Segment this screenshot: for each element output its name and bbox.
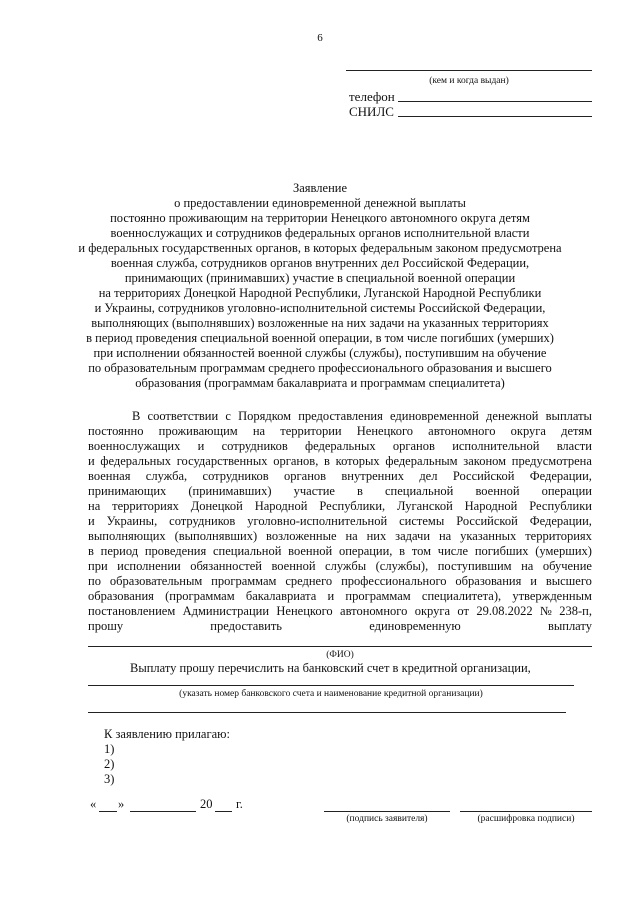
fio-caption: (ФИО) bbox=[326, 650, 354, 660]
body-word: системы bbox=[399, 514, 445, 528]
body-word: и bbox=[530, 574, 537, 588]
body-word: (программам bbox=[165, 589, 235, 603]
body-word: службы bbox=[325, 559, 367, 573]
body-word: детям bbox=[561, 424, 592, 438]
phone-label: телефон bbox=[349, 89, 395, 104]
body-paragraph bbox=[88, 409, 592, 634]
body-word: единовременной bbox=[390, 409, 479, 423]
body-word: программам bbox=[345, 589, 411, 603]
body-word: Порядком bbox=[238, 409, 292, 423]
body-word: утвержденным bbox=[512, 589, 592, 603]
body-word: профессионального bbox=[341, 574, 447, 588]
body-line bbox=[88, 604, 592, 619]
body-word: законом bbox=[463, 454, 507, 468]
date-open-quote: « bbox=[90, 797, 97, 811]
body-word: Ненецкого bbox=[276, 604, 333, 618]
body-word: предоставить bbox=[210, 619, 283, 633]
title-line: о предоставлении единовременной денежной выплаты bbox=[174, 196, 466, 210]
body-word: 29.08.2022 bbox=[476, 604, 533, 618]
attachment-item-1: 1) bbox=[104, 742, 115, 756]
body-word: Администрации bbox=[182, 604, 270, 618]
title-line: военнослужащих и сотрудников федеральных органов исполнительной власти bbox=[110, 226, 530, 240]
page-number: 6 bbox=[317, 32, 323, 44]
body-word: них bbox=[366, 529, 387, 543]
body-word: и bbox=[88, 454, 95, 468]
body-line bbox=[88, 619, 592, 634]
body-word: операции bbox=[541, 484, 592, 498]
date-year-prefix: 20 bbox=[200, 797, 213, 811]
body-word: Луганской bbox=[397, 499, 453, 513]
body-line bbox=[88, 424, 592, 439]
bank-field-line-2[interactable] bbox=[88, 712, 566, 713]
title-line: постоянно проживающим на территории Ненецкого автономного округа детям bbox=[110, 211, 530, 225]
body-line bbox=[88, 559, 592, 574]
body-word: образования bbox=[455, 574, 522, 588]
body-word: округа bbox=[510, 424, 546, 438]
body-line bbox=[88, 514, 592, 529]
body-word: предусмотрена bbox=[511, 454, 592, 468]
body-word: и bbox=[197, 439, 205, 453]
body-line bbox=[88, 499, 592, 514]
body-word: выплаты bbox=[545, 409, 592, 423]
body-word: в bbox=[399, 544, 406, 558]
body-word: проживающим bbox=[158, 424, 238, 438]
body-word: прошу bbox=[88, 619, 124, 633]
body-word: образования bbox=[88, 589, 154, 603]
body-line bbox=[88, 409, 592, 424]
title-line: принимающих (принимавших) участие в специальной военной операции bbox=[124, 271, 516, 285]
bank-sentence: Выплату прошу перечислить на банковский счет в кредитной организации, bbox=[130, 661, 531, 675]
body-word: сотрудников bbox=[169, 514, 236, 528]
body-line bbox=[88, 484, 592, 499]
body-word: Республики bbox=[529, 499, 592, 513]
body-word: Народной bbox=[464, 499, 518, 513]
body-word: от bbox=[457, 604, 469, 618]
date-year-suffix: г. bbox=[236, 797, 243, 811]
body-word: В bbox=[132, 409, 141, 423]
body-word: погибших bbox=[474, 544, 529, 558]
body-word: дел bbox=[419, 469, 438, 483]
body-word: власти bbox=[556, 439, 592, 453]
document-title bbox=[0, 181, 640, 391]
body-word: постоянно bbox=[88, 424, 144, 438]
signature-decoding-line[interactable] bbox=[460, 811, 592, 812]
body-word: высшего bbox=[545, 574, 592, 588]
body-line bbox=[88, 574, 592, 589]
body-word: внутренних bbox=[341, 469, 404, 483]
body-word: специалитета), bbox=[421, 589, 502, 603]
attachments-heading: К заявлению прилагаю: bbox=[104, 727, 230, 741]
title-line: на территориях Донецкой Народной Республики, Луганской Народной Республики bbox=[98, 286, 542, 300]
title-line: при исполнении обязанностей военной службы (службы), поступившим на обучение bbox=[93, 346, 547, 360]
body-line bbox=[88, 469, 592, 484]
body-word: (службы), bbox=[375, 559, 429, 573]
attachment-item-3: 3) bbox=[104, 772, 115, 786]
title-line: выполняющих (выполнявших) возложенные на них задачи на указанных территориях bbox=[91, 316, 549, 330]
body-word: федеральных bbox=[305, 439, 376, 453]
body-word: которых bbox=[335, 454, 380, 468]
body-word: сотрудников bbox=[221, 439, 288, 453]
body-word: военной bbox=[288, 544, 333, 558]
body-word: Республики, bbox=[319, 499, 386, 513]
body-word: (умерших) bbox=[535, 544, 592, 558]
body-word: в bbox=[357, 484, 363, 498]
body-word: № bbox=[539, 604, 552, 618]
body-word: на bbox=[438, 529, 452, 543]
signature-caption: (подпись заявителя) bbox=[346, 814, 428, 824]
issued-by-caption: (кем и когда выдан) bbox=[429, 76, 509, 86]
body-word: Народной bbox=[254, 499, 308, 513]
date-month-line[interactable] bbox=[130, 811, 196, 812]
body-word: автономного bbox=[428, 424, 496, 438]
body-word: Донецкой bbox=[190, 499, 243, 513]
body-word: поступившим bbox=[437, 559, 512, 573]
body-word: выплату bbox=[547, 619, 592, 633]
body-word: программам bbox=[211, 574, 277, 588]
body-word: на bbox=[345, 529, 358, 543]
body-word: Федерации, bbox=[529, 469, 592, 483]
body-word: на bbox=[252, 424, 266, 438]
body-word: округа bbox=[414, 604, 451, 618]
body-word: Российской bbox=[452, 469, 515, 483]
body-word: и bbox=[88, 514, 95, 528]
body-word: бакалавриата bbox=[245, 589, 317, 603]
body-word: денежной bbox=[486, 409, 539, 423]
snils-field-line[interactable] bbox=[398, 116, 592, 117]
body-word: выполняющих bbox=[88, 529, 166, 543]
bank-field-line[interactable] bbox=[88, 685, 574, 686]
body-word: военной bbox=[475, 484, 520, 498]
body-word: Федерации, bbox=[529, 514, 592, 528]
date-day-line[interactable] bbox=[99, 811, 117, 812]
body-word: том bbox=[411, 544, 432, 558]
body-word: территориях bbox=[112, 499, 179, 513]
body-word: период bbox=[100, 544, 139, 558]
phone-field-line[interactable] bbox=[398, 101, 592, 102]
fio-field-line[interactable] bbox=[88, 646, 592, 647]
body-line bbox=[88, 589, 592, 604]
bank-caption: (указать номер банковского счета и наименование кредитной организации) bbox=[179, 689, 483, 699]
body-line bbox=[88, 529, 592, 544]
body-word: при bbox=[88, 559, 108, 573]
body-word: исполнительной bbox=[452, 439, 540, 453]
body-word: федеральных bbox=[100, 454, 171, 468]
body-word: (принимавших) bbox=[188, 484, 272, 498]
body-word: уголовно-исполнительной bbox=[247, 514, 388, 528]
body-word: операции, bbox=[338, 544, 393, 558]
body-line bbox=[88, 454, 592, 469]
date-close-quote: » bbox=[118, 797, 125, 811]
title-line: образования (программам бакалавриата и программам специалитета) bbox=[135, 376, 505, 390]
body-word: органов bbox=[284, 469, 327, 483]
body-word: принимающих bbox=[88, 484, 167, 498]
body-word: единовременную bbox=[369, 619, 461, 633]
body-word: Российской bbox=[456, 514, 518, 528]
body-word: Украины, bbox=[106, 514, 158, 528]
body-word: автономного bbox=[340, 604, 408, 618]
body-word: (выполнявших) bbox=[174, 529, 258, 543]
title-line: и федеральных государственных органов, в которых федеральным законом предусмотрена bbox=[78, 241, 562, 255]
body-word: в bbox=[324, 454, 330, 468]
date-year-line[interactable] bbox=[215, 811, 232, 812]
body-word: сотрудников bbox=[202, 469, 269, 483]
body-word: 238-п, bbox=[559, 604, 592, 618]
body-word: и bbox=[327, 589, 335, 603]
body-word: федеральным bbox=[385, 454, 458, 468]
body-word: территории bbox=[280, 424, 342, 438]
body-line bbox=[88, 544, 592, 559]
body-word: обязанностей bbox=[190, 559, 262, 573]
body-word: военная bbox=[88, 469, 131, 483]
signature-decoding-caption: (расшифровка подписи) bbox=[477, 814, 575, 824]
body-word: предоставления bbox=[298, 409, 383, 423]
body-word: среднего bbox=[285, 574, 333, 588]
body-word: исполнении bbox=[117, 559, 181, 573]
body-word: проведения bbox=[144, 544, 207, 558]
body-word: задачи bbox=[395, 529, 431, 543]
body-word: Ненецкого bbox=[356, 424, 414, 438]
attachment-item-2: 2) bbox=[104, 757, 115, 771]
body-word: органов, bbox=[273, 454, 319, 468]
body-word: обучение bbox=[542, 559, 592, 573]
body-word: на bbox=[521, 559, 534, 573]
body-word: военной bbox=[271, 559, 316, 573]
body-word: соответствии bbox=[147, 409, 219, 423]
body-word: участие bbox=[293, 484, 335, 498]
snils-label: СНИЛС bbox=[349, 104, 394, 119]
title-line: в период проведения специальной военной операции, в том числе погибших (умерших) bbox=[86, 331, 554, 345]
body-line bbox=[88, 439, 592, 454]
body-word: специальной bbox=[384, 484, 454, 498]
title-line: военная служба, сотрудников органов внутренних дел Российской Федерации, bbox=[110, 256, 530, 270]
body-word: территориях bbox=[525, 529, 592, 543]
body-word: органов bbox=[392, 439, 435, 453]
body-word: служба, bbox=[145, 469, 188, 483]
title-heading: Заявление bbox=[292, 181, 347, 195]
title-line: и Украины, сотрудников уголовно-исполнительной системы Российской Федерации, bbox=[94, 301, 546, 315]
body-word: с bbox=[225, 409, 231, 423]
body-word: постановлением bbox=[88, 604, 176, 618]
body-word: военнослужащих bbox=[88, 439, 181, 453]
body-word: на bbox=[88, 499, 101, 513]
body-word: специальной bbox=[213, 544, 282, 558]
body-word: возложенные bbox=[266, 529, 337, 543]
title-line: по образовательным программам среднего профессионального образования и высшего bbox=[88, 361, 552, 375]
issued-by-line bbox=[346, 70, 592, 71]
body-word: по bbox=[88, 574, 101, 588]
signature-line[interactable] bbox=[324, 811, 450, 812]
body-word: образовательным bbox=[109, 574, 203, 588]
body-word: числе bbox=[437, 544, 469, 558]
body-word: в bbox=[88, 544, 94, 558]
body-word: указанных bbox=[460, 529, 517, 543]
body-word: государственных bbox=[176, 454, 268, 468]
